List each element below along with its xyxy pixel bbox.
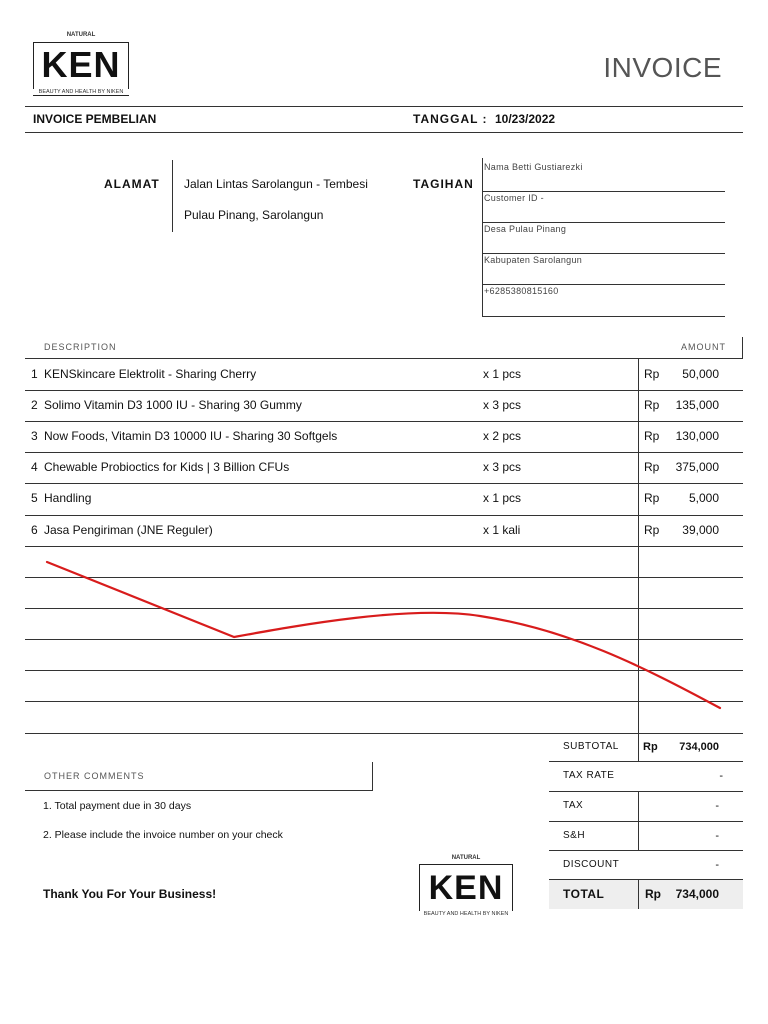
tax-label: TAX — [563, 800, 584, 811]
invoice-title: INVOICE — [603, 52, 722, 83]
logo-brand-text: KEN — [428, 869, 504, 907]
sh-value: - — [715, 830, 719, 842]
divider — [25, 790, 373, 791]
divider — [638, 880, 639, 909]
divider — [372, 762, 373, 790]
item-currency: Rp — [644, 523, 660, 537]
divider — [549, 791, 743, 792]
subtotal-currency: Rp — [643, 741, 658, 753]
tax-rate-value: - — [719, 770, 723, 782]
item-description: Chewable Probioctics for Kids | 3 Billion CFUs — [44, 460, 290, 474]
comment-line-1: 1. Total payment due in 30 days — [43, 800, 192, 812]
sh-label: S&H — [563, 830, 586, 841]
billing-label: TAGIHAN — [413, 177, 474, 191]
item-currency: Rp — [644, 429, 660, 443]
item-number: 3 — [31, 429, 38, 443]
item-currency: Rp — [644, 460, 660, 474]
item-quantity: x 1 kali — [483, 523, 521, 537]
item-quantity: x 2 pcs — [483, 429, 522, 443]
item-amount: 375,000 — [675, 460, 719, 474]
item-number: 6 — [31, 523, 38, 537]
item-number: 2 — [31, 398, 38, 412]
total-label: TOTAL — [563, 887, 605, 901]
brand-logo-bottom — [419, 855, 513, 917]
total-value: 734,000 — [675, 887, 719, 901]
item-description: KENSkincare Elektrolit - Sharing Cherry — [44, 367, 257, 381]
tax-value: - — [715, 800, 719, 812]
item-currency: Rp — [644, 398, 660, 412]
divider — [638, 791, 639, 821]
item-currency: Rp — [644, 491, 660, 505]
item-amount: 50,000 — [682, 367, 719, 381]
logo-tagline: BEAUTY AND HEALTH BY NIKEN — [31, 89, 131, 95]
description-header: DESCRIPTION — [44, 342, 117, 352]
address-line-1: Jalan Lintas Sarolangun - Tembesi — [184, 177, 368, 191]
address-label: ALAMAT — [104, 177, 160, 191]
discount-value: - — [715, 859, 719, 871]
item-description: Now Foods, Vitamin D3 10000 IU - Sharing 30 Softgels — [44, 429, 338, 443]
divider — [638, 733, 639, 761]
item-amount: 130,000 — [675, 429, 719, 443]
item-description: Handling — [44, 491, 92, 505]
billing-phone: +6285380815160 — [484, 286, 559, 296]
item-quantity: x 1 pcs — [483, 491, 522, 505]
logo-natural-text: NATURAL — [61, 32, 101, 38]
invoice-label: INVOICE PEMBELIAN — [33, 112, 157, 126]
logo-natural-text: NATURAL — [446, 855, 486, 861]
subtotal-value: 734,000 — [679, 741, 719, 753]
date-label: TANGGAL : — [413, 112, 488, 126]
item-quantity: x 3 pcs — [483, 460, 522, 474]
discount-label: DISCOUNT — [563, 859, 620, 870]
item-quantity: x 3 pcs — [483, 398, 522, 412]
divider — [549, 850, 743, 851]
comments-label: OTHER COMMENTS — [44, 771, 145, 781]
invoice-date: 10/23/2022 — [495, 112, 556, 126]
address-line-2: Pulau Pinang, Sarolangun — [184, 208, 324, 222]
item-amount: 135,000 — [675, 398, 719, 412]
item-currency: Rp — [644, 367, 660, 381]
logo-tagline: BEAUTY AND HEALTH BY NIKEN — [417, 911, 515, 917]
item-quantity: x 1 pcs — [483, 367, 522, 381]
logo-brand-text: KEN — [41, 44, 121, 85]
comment-line-2: 2. Please include the invoice number on your check — [43, 829, 283, 841]
billing-name: Nama Betti Gustiarezki — [484, 162, 583, 172]
item-number: 4 — [31, 460, 38, 474]
item-description: Jasa Pengiriman (JNE Reguler) — [44, 523, 213, 537]
billing-customer-id: Customer ID - — [484, 193, 544, 203]
item-amount: 5,000 — [688, 491, 719, 505]
total-currency: Rp — [645, 887, 661, 901]
amount-header: AMOUNT — [681, 342, 726, 352]
item-amount: 39,000 — [682, 523, 719, 537]
item-description: Solimo Vitamin D3 1000 IU - Sharing 30 Gummy — [44, 398, 302, 412]
billing-village: Desa Pulau Pinang — [484, 224, 567, 234]
item-number: 1 — [31, 367, 38, 381]
divider — [549, 761, 743, 762]
strike-line — [47, 562, 720, 708]
thank-you-note: Thank You For Your Business! — [43, 887, 217, 901]
tax-rate-label: TAX RATE — [563, 770, 615, 781]
billing-regency: Kabupaten Sarolangun — [484, 255, 583, 265]
item-number: 5 — [31, 491, 38, 505]
divider — [549, 821, 743, 822]
subtotal-label: SUBTOTAL — [563, 741, 619, 752]
divider — [638, 821, 639, 850]
